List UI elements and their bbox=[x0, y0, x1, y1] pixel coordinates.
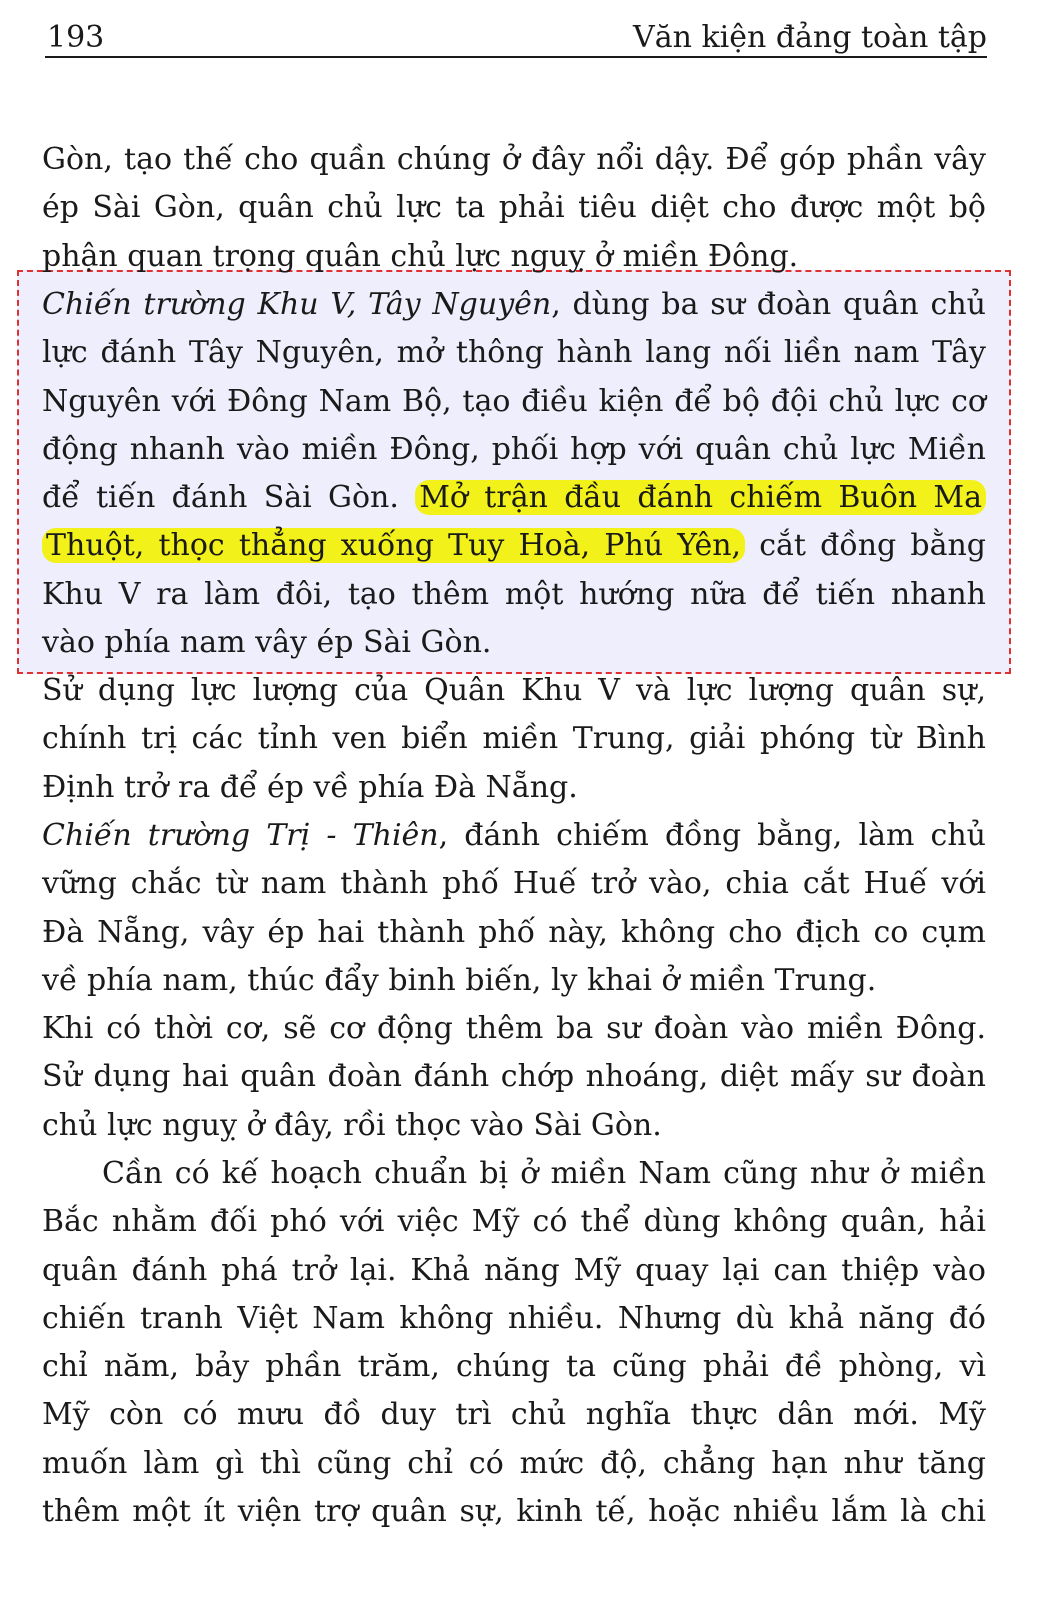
text-line: động nhanh vào miền Đông, phối hợp với quân chủ lực Miền bbox=[42, 431, 986, 467]
page-number: 193 bbox=[47, 20, 105, 55]
paragraph-5 bbox=[42, 1005, 986, 1150]
text-line: chủ lực nguỵ ở đây, rồi thọc vào Sài Gòn. bbox=[42, 1107, 662, 1143]
italic-heading: Chiến trường Trị - Thiên bbox=[42, 818, 439, 853]
text-line bbox=[42, 474, 986, 522]
text-span: cắt đồng bằng bbox=[759, 528, 986, 564]
paragraph-6 bbox=[42, 1150, 986, 1536]
text-line: chiến tranh Việt Nam không nhiều. Nhưng dù khả năng đó bbox=[42, 1300, 986, 1336]
text-line: thêm một ít viện trợ quân sự, kinh tế, hoặc nhiều lắm là chi bbox=[42, 1494, 986, 1530]
text-line bbox=[42, 522, 986, 570]
paragraph-3 bbox=[42, 667, 986, 812]
text-line: chính trị các tỉnh ven biển miền Trung, giải phóng từ Bình bbox=[42, 721, 986, 757]
book-title: Văn kiện đảng toàn tập bbox=[633, 20, 987, 55]
paragraph-4 bbox=[42, 812, 986, 1005]
text-line: Gòn, tạo thế cho quần chúng ở đây nổi dậy. Để góp phần vây bbox=[42, 142, 986, 177]
text-line: về phía nam, thúc đẩy binh biến, ly khai ở miền Trung. bbox=[42, 962, 877, 998]
text-line: ép Sài Gòn, quân chủ lực ta phải tiêu diệt cho được một bộ bbox=[42, 190, 986, 226]
text-line: Sử dụng lực lượng của Quân Khu V và lực lượng quân sự, bbox=[42, 673, 986, 708]
text-line: muốn làm gì thì cũng chỉ có mức độ, chẳng hạn như tăng bbox=[42, 1445, 986, 1481]
text-line: Mỹ còn có mưu đồ duy trì chủ nghĩa thực dân mới. Mỹ bbox=[42, 1397, 986, 1433]
text-line: Cần có kế hoạch chuẩn bị ở miền Nam cũng như ở miền bbox=[102, 1156, 986, 1191]
text-line: Khi có thời cơ, sẽ cơ động thêm ba sư đoàn vào miền Đông. bbox=[42, 1011, 986, 1046]
paragraph-2 bbox=[42, 281, 986, 667]
text-line: vững chắc từ nam thành phố Huế trở vào, chia cắt Huế với bbox=[42, 866, 986, 902]
highlighted-text: Mở trận đầu đánh chiếm Buôn Ma bbox=[415, 480, 986, 515]
highlighted-text: Thuột, thọc thẳng xuống Tuy Hoà, Phú Yên, bbox=[42, 528, 745, 563]
text-line: chỉ năm, bảy phần trăm, chúng ta cũng phải đề phòng, vì bbox=[42, 1349, 986, 1385]
text-line: phận quan trọng quân chủ lực nguỵ ở miền Đông. bbox=[42, 238, 799, 274]
italic-heading: Chiến trường Khu V, Tây Nguyên bbox=[42, 287, 552, 322]
text-line: Đà Nẵng, vây ép hai thành phố này, không cho địch co cụm bbox=[42, 914, 986, 950]
page-header bbox=[45, 14, 987, 58]
text-span: , đánh chiếm đồng bằng, làm chủ bbox=[438, 818, 986, 853]
text-span: để tiến đánh Sài Gòn. bbox=[42, 480, 399, 516]
text-line: Nguyên với Đông Nam Bộ, tạo điều kiện để bộ đội chủ lực cơ bbox=[42, 383, 986, 419]
paragraph-1 bbox=[42, 136, 986, 281]
text-line: Sử dụng hai quân đoàn đánh chớp nhoáng, diệt mấy sư đoàn bbox=[42, 1059, 986, 1095]
text-span: , dùng ba sư đoàn quân chủ bbox=[551, 287, 986, 322]
text-line bbox=[42, 812, 986, 860]
text-line: lực đánh Tây Nguyên, mở thông hành lang nối liền nam Tây bbox=[42, 335, 986, 371]
text-line bbox=[42, 281, 986, 329]
text-line: vào phía nam vây ép Sài Gòn. bbox=[42, 625, 492, 661]
text-line: Bắc nhằm đối phó với việc Mỹ có thể dùng không quân, hải bbox=[42, 1204, 986, 1240]
text-line: Định trở ra để ép về phía Đà Nẵng. bbox=[42, 769, 578, 805]
text-line: quân đánh phá trở lại. Khả năng Mỹ quay lại can thiệp vào bbox=[42, 1252, 986, 1288]
text-line: Khu V ra làm đôi, tạo thêm một hướng nữa để tiến nhanh bbox=[42, 576, 986, 612]
